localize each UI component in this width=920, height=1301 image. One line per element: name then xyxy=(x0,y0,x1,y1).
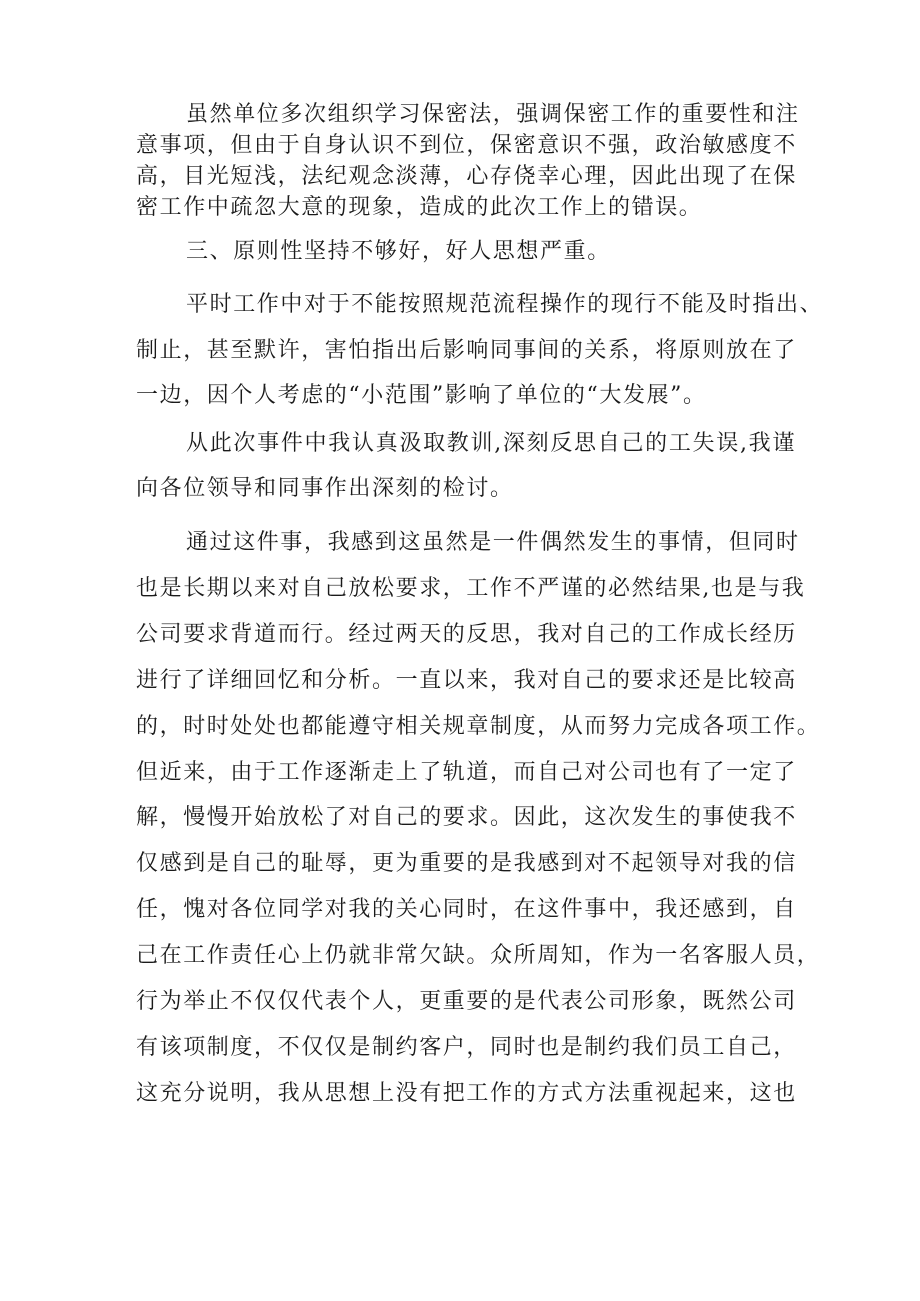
text-line: 己在工作责任心上仍就非常欠缺。众所周知，作为一名客服人员， xyxy=(136,943,821,968)
text-line: 制止，甚至默许，害怕指出后影响同事间的关系，将原则放在了 xyxy=(136,338,797,363)
text-line: 有该项制度，不仅仅是制约客户，同时也是制约我们员工自己， xyxy=(136,1035,797,1060)
text-line: 从此次事件中我认真汲取教训,深刻反思自己的工失误,我谨 xyxy=(186,431,796,456)
text-line: 解，慢慢开始放松了对自己的要求。因此，这次发生的事使我不 xyxy=(136,805,797,830)
text-line: 任，愧对各位同学对我的关心同时，在这件事中，我还感到，自 xyxy=(136,897,797,922)
text-line: 通过这件事，我感到这虽然是一件偶然发生的事情，但同时 xyxy=(186,530,800,555)
text-line: 的，时时处处也都能遵守相关规章制度，从而努力完成各项工作。 xyxy=(136,714,821,739)
text-line: 高，目光短浅，法纪观念淡薄，心存侥幸心理，因此出现了在保 xyxy=(136,164,797,189)
text-line: 进行了详细回忆和分析。一直以来，我对自己的要求还是比较高 xyxy=(136,668,797,693)
text-line: 仅感到是自己的耻辱，更为重要的是我感到对不起领导对我的信 xyxy=(136,851,797,876)
text-line: 这充分说明，我从思想上没有把工作的方式方法重视起来，这也 xyxy=(136,1081,797,1106)
text-line: 向各位领导和同事作出深刻的检讨。 xyxy=(136,476,514,501)
text-line: 密工作中疏忽大意的现象，造成的此次工作上的错误。 xyxy=(136,195,703,220)
text-line: 但近来，由于工作逐渐走上了轨道，而自己对公司也有了一定了 xyxy=(136,760,797,785)
text-line: 虽然单位多次组织学习保密法，强调保密工作的重要性和注 xyxy=(186,102,800,127)
text-line: 意事项，但由于自身认识不到位，保密意识不强，政治敏感度不 xyxy=(136,133,797,158)
section-heading: 三、原则性坚持不够好，好人思想严重。 xyxy=(186,239,611,264)
text-line: 平时工作中对于不能按照规范流程操作的现行不能及时指出、 xyxy=(186,292,824,317)
text-line: 一边，因个人考虑的“小范围”影响了单位的“大发展”。 xyxy=(136,383,707,408)
text-line: 也是长期以来对自己放松要求，工作不严谨的必然结果,也是与我 xyxy=(136,576,806,601)
text-line: 公司要求背道而行。经过两天的反思，我对自己的工作成长经历 xyxy=(136,622,797,647)
text-line: 行为举止不仅仅代表个人，更重要的是代表公司形象，既然公司 xyxy=(136,989,797,1014)
